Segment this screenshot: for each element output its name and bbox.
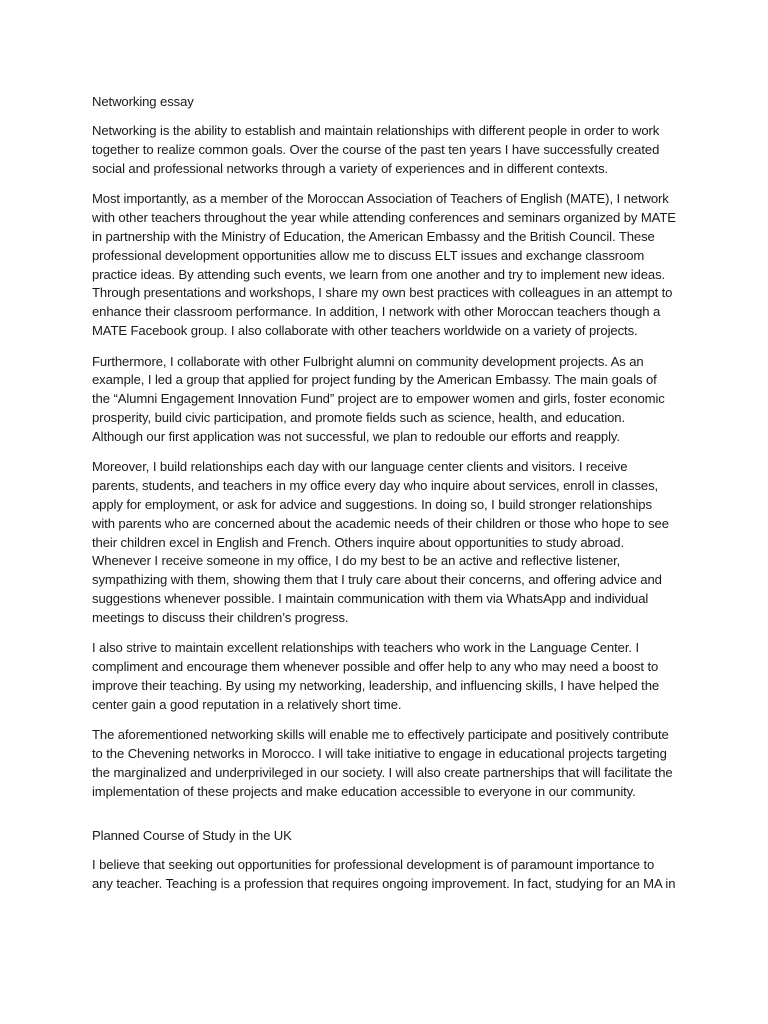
paragraph-intro: Networking is the ability to establish and maintain relationships with different people in order to work together to realize common goals. Over the course of the past ten years I have successfully created social and professional networks through a variety of experiences and in different contexts. [92,123,660,176]
section-title-study: Planned Course of Study in the UK [92,827,292,843]
paragraph-teachers: I also strive to maintain excellent relationships with teachers who work in the Language Center. I compliment and encourage them whenever possible and offer help to any who may need a boost to improve their teaching. By using my networking, leadership, and influencing skills, I have helped the center gain a good reputation in a relatively short time. [92,640,660,712]
paragraph-mate: Most importantly, as a member of the Moroccan Association of Teachers of English (MATE), I network with other teachers throughout the year while attending conferences and seminars organized by MATE in partnership with the Ministry of Education, the American Embassy and the British Council. These professional development opportunities allow me to discuss ELT issues and exchange classroom practice ideas. By attending such events, we learn from one another and try to implement new ideas. Through presentations and workshops, I share my own best practices with colleagues in an attempt to enhance their classroom performance. In addition, I network with other Moroccan teachers though a MATE Facebook group. I also collaborate with other teachers worldwide on a variety of projects. [92,191,676,339]
paragraph-chevening: The aforementioned networking skills will enable me to effectively participate and positively contribute to the Chevening networks in Morocco. I will take initiative to engage in educational projects targeting the marginalized and underprivileged in our society. I will also create partnerships that will facilitate the implementation of these projects and make education accessible to everyone in our community. [92,727,673,799]
document-page [92,93,676,905]
paragraph-fulbright: Furthermore, I collaborate with other Fulbright alumni on community development projects. As an example, I led a group that applied for project funding by the American Embassy. The main goals of the “Alumni Engagement Innovation Fund” project are to empower women and girls, foster economic prosperity, build civic participation, and promote fields such as science, health, and education. Although our first application was not successful, we plan to redouble our efforts and reapply. [92,353,665,444]
paragraph-language-center: Moreover, I build relationships each day with our language center clients and visitors. I receive parents, students, and teachers in my office every day who inquire about services, enroll in classes, apply for employment, or ask for advice and suggestions. In doing so, I build stronger relationships with parents who are concerned about the academic needs of their children or those who hope to see their children excel in English and French. Others inquire about opportunities to study abroad. Whenever I receive someone in my office, I do my best to be an active and reflective listener, sympathizing with them, showing them that I truly care about their concerns, and offering advice and suggestions whenever possible. I maintain communication with them via WhatsApp and individual meetings to discuss their children’s progress. [92,459,669,625]
paragraph-study: I believe that seeking out opportunities for professional development is of paramount importance to any teacher. Teaching is a profession that requires ongoing improvement. In fact, studying for an MA in [92,856,676,891]
essay-title: Networking essay [92,94,194,109]
